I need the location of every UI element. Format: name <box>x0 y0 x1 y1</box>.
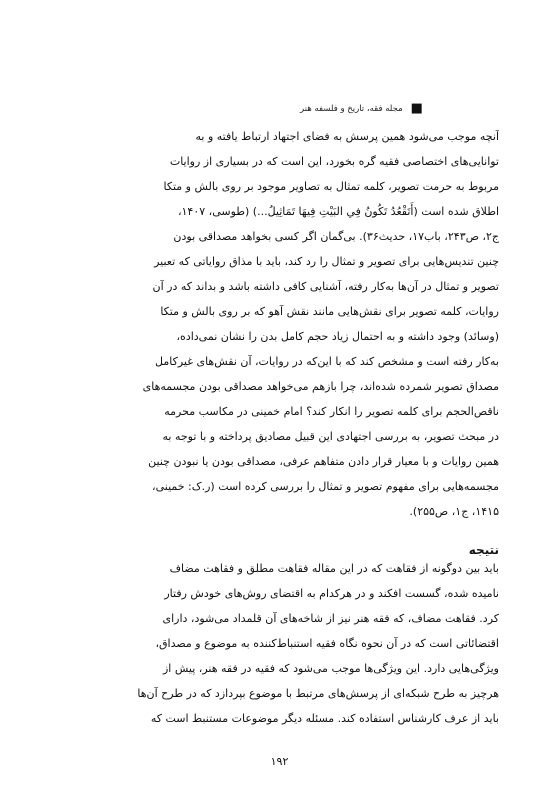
text-line: تصویر و تمثال در آن‌ها به‌کار رفته، آشنایی کافی داشته باشد و بداند که در آن <box>152 280 499 293</box>
text-line: ۱۴۱۵، ج۱، ص۲۵۵). <box>409 505 499 518</box>
text-line: چنین تندیس‌هایی برای تصویر و تمثال را رد کند، باید با مذاق روایاتی که تعبیر <box>154 255 499 268</box>
text-line: اقتضائاتی است که در آن نحوه نگاه فقیه استنباط‌کننده به موضوع و مصداق، <box>155 637 499 650</box>
paragraph-main <box>59 124 499 524</box>
paragraph-conclusion <box>59 556 499 731</box>
text-line: باید از عرف کارشناس استفاده کند. مسئله دیگر موضوعات مستنبط است که <box>150 712 499 725</box>
text-line: هرچیز به طرح شبکه‌ای از پرسش‌های مرتبط با موضوع بپردازد که در طرح آن‌ها <box>137 687 499 700</box>
text-line: همین روایات و با معیار قرار دادن متفاهم عرفی، مصداقی بودن یا نبودن چنین <box>148 455 499 468</box>
text-line: روایات، کلمه تصویر برای نقش‌هایی مانند نقش آهو که بر روی بالش و متکا <box>160 305 499 318</box>
text-line: ج۲، ص۲۴۳، باب۱۷، حدیث۳۶). بی‌گمان اگر کسی بخواهد مصداقی بودن <box>173 230 499 243</box>
text-line: کرد. فقاهت مضاف، که فقه هنر نیز از شاخه‌های آن قلمداد می‌شود، دارای <box>162 612 499 625</box>
text-line: در مبحث تصویر، به بررسی اجتهادی این قبیل مصادیق پرداخته و با توجه به <box>162 430 499 443</box>
text-line: توانایی‌های اختصاصی فقیه گره بخورد، این است که در بسیاری از روایات <box>169 155 499 168</box>
page-number: ۱۹۲ <box>270 755 289 768</box>
text-line: مصداق تصویر شمرده شده‌اند، چرا بازهم می‌خواهد مصداقی بودن مجسمه‌های <box>142 380 499 393</box>
text-line: اطلاق شده است (أَتَقْعُدُ تَكُونُ فِي البَيْتِ فِيهَا تَمَاثِيلُ...) (طوسی، ۱۴۰۷، <box>177 205 499 218</box>
text-line: مجسمه‌هایی برای مفهوم تصویر و تمثال را بررسی کرده است (ر.ک: خمینی، <box>152 480 499 493</box>
page-marker-icon: ■ <box>410 101 423 116</box>
text-line: مربوط به حرمت تصویر، کلمه تمثال به تصاویر موجود بر روی بالش و متکا <box>163 180 499 193</box>
text-line: ناقص‌الحجم برای کلمه تصویر را انکار کند؟ امام خمینی در مکاسب محرمه <box>164 405 499 418</box>
running-header <box>300 98 499 120</box>
section-heading-conclusion: نتیجه <box>468 543 499 557</box>
text-line: (وسائد) وجود داشته و به احتمال زیاد حجم کامل بدن را نشان نمی‌داده، <box>176 330 499 343</box>
text-line: ویژگی‌هایی دارد. این ویژگی‌ها موجب می‌شود که فقیه در فقه هنر، پیش از <box>163 662 499 675</box>
text-line: نامیده شده، گسست افکند و در هرکدام به اقتضای روش‌های خودش رفتار <box>164 587 499 600</box>
text-line: به‌کار رفته است و مشخص کند که با این‌که در روایات، آن نقش‌های غیرکامل <box>155 355 499 368</box>
text-line: آنچه موجب می‌شود همین پرسش به فضای اجتهاد ارتباط یافته و به <box>195 130 499 143</box>
text-line: باید بین دوگونه از فقاهت که در این مقاله فقاهت مطلق و فقاهت مضاف <box>169 562 499 575</box>
running-header-title: مجله فقه، تاریخ و فلسفه هنر <box>300 104 403 114</box>
